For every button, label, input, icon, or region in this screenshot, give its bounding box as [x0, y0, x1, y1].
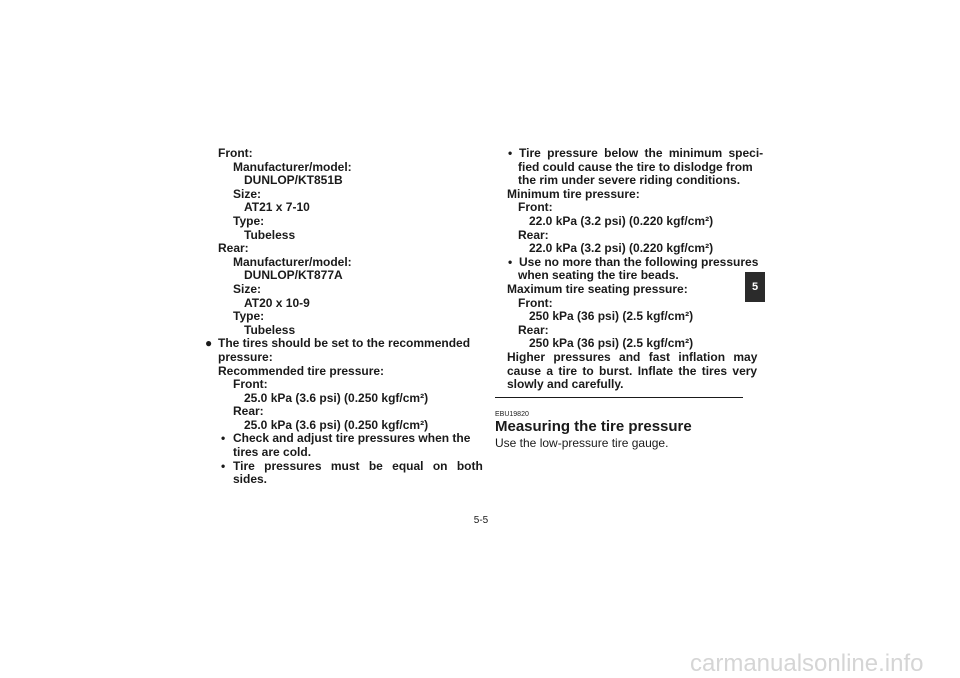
recommend-text-line1: The tires should be set to the recommended [218, 336, 471, 351]
equal-text-line1: Tire pressures must be equal on both [233, 458, 483, 473]
front-manufacturer-label: Manufacturer/model: [233, 159, 352, 174]
below-text-line2: fied could cause the tire to dislodge from [518, 159, 753, 174]
page-number: 5-5 [473, 515, 489, 526]
equal-text-line2: sides. [233, 472, 268, 487]
recommended-front-label: Front: [233, 377, 268, 392]
check-bullet-line1 [218, 431, 471, 446]
recommend-paragraph-line1 [205, 336, 471, 351]
maximum-front-value: 250 kPa (36 psi) (2.5 kgf/cm²) [529, 309, 694, 324]
front-size-label: Size: [233, 186, 262, 201]
section-divider [495, 397, 743, 398]
below-bullet-line1 [507, 146, 764, 161]
section-code: EBU19820 [495, 411, 529, 418]
front-type-value: Tubeless [244, 227, 296, 242]
circle-bullet-icon: ● [205, 336, 213, 351]
bullet-dot-icon: • [221, 458, 226, 473]
front-manufacturer-value: DUNLOP/KT851B [244, 173, 343, 188]
recommended-front-value: 25.0 kPa (3.6 psi) (0.250 kgf/cm²) [244, 390, 429, 405]
recommended-pressure-label: Recommended tire pressure: [218, 363, 385, 378]
front-type-label: Type: [233, 213, 265, 228]
recommend-text-line2: pressure: [218, 349, 273, 364]
higher-text-line2: cause a tire to burst. Inflate the tires very [507, 363, 758, 378]
rear-type-value: Tubeless [244, 322, 296, 337]
below-text-line3: the rim under severe riding conditions. [518, 173, 741, 188]
bullet-dot-icon: • [508, 146, 513, 160]
recommended-rear-value: 25.0 kPa (3.6 psi) (0.250 kgf/cm²) [244, 417, 429, 432]
maximum-pressure-label: Maximum tire seating pressure: [507, 281, 688, 296]
equal-bullet-line1 [218, 458, 483, 474]
minimum-rear-value: 22.0 kPa (3.2 psi) (0.220 kgf/cm²) [529, 241, 714, 256]
front-label: Front: [218, 146, 253, 160]
maximum-rear-label: Rear: [518, 322, 549, 337]
left-column [205, 146, 483, 487]
use-text-line2: when seating the tire beads. [518, 268, 679, 283]
watermark: carmanualsonline.info [690, 650, 924, 677]
rear-manufacturer-label: Manufacturer/model: [233, 254, 352, 269]
below-text-line1: Tire pressure below the minimum speci- [519, 146, 764, 160]
maximum-front-label: Front: [518, 295, 553, 310]
front-size-value: AT21 x 7-10 [244, 200, 310, 215]
use-bullet-line1 [507, 254, 759, 270]
section-body: Use the low-pressure tire gauge. [495, 436, 669, 450]
check-text-line1: Check and adjust tire pressures when the [233, 431, 471, 446]
rear-manufacturer-value: DUNLOP/KT877A [244, 268, 343, 283]
higher-text-line1: Higher pressures and fast inflation may [507, 349, 758, 364]
bullet-dot-icon: • [508, 254, 513, 269]
right-column [507, 146, 764, 392]
higher-text-line3: slowly and carefully. [507, 377, 624, 392]
minimum-rear-label: Rear: [518, 227, 549, 242]
bullet-dot-icon: • [221, 431, 226, 446]
rear-size-label: Size: [233, 281, 262, 296]
use-text-line1: Use no more than the following pressures [519, 254, 759, 269]
maximum-rear-value: 250 kPa (36 psi) (2.5 kgf/cm²) [529, 336, 694, 351]
chapter-tab: 5 [745, 272, 765, 302]
recommended-rear-label: Rear: [233, 404, 264, 419]
rear-label: Rear: [218, 241, 249, 256]
minimum-front-value: 22.0 kPa (3.2 psi) (0.220 kgf/cm²) [529, 213, 714, 228]
minimum-front-label: Front: [518, 200, 553, 215]
rear-type-label: Type: [233, 309, 265, 324]
section-heading: Measuring the tire pressure [495, 418, 692, 435]
minimum-pressure-label: Minimum tire pressure: [507, 186, 640, 201]
rear-size-value: AT20 x 10-9 [244, 295, 310, 310]
check-text-line2: tires are cold. [233, 445, 312, 460]
